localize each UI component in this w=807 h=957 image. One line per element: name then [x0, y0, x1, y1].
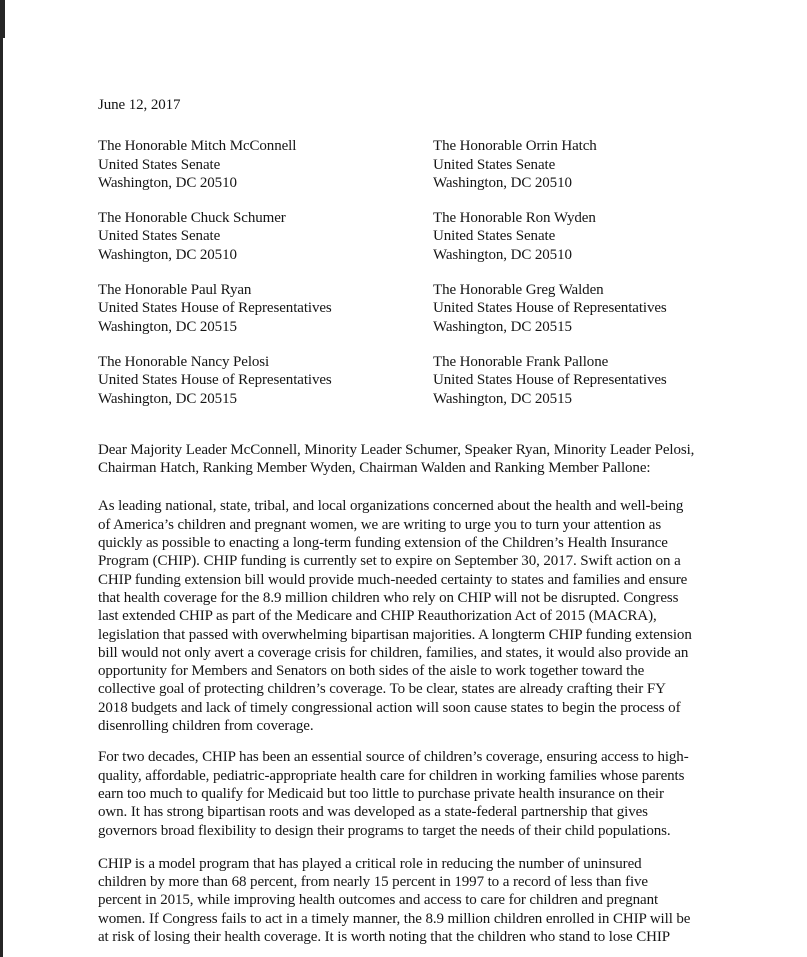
recipient-org: United States Senate — [433, 228, 556, 245]
recipient-org: United States House of Representatives — [433, 372, 667, 389]
letter-content — [98, 96, 768, 946]
body-line: bill would not only avert a coverage crisis for children, families, and states, it would also provide an — [98, 644, 689, 661]
recipient-org: United States House of Representatives — [98, 372, 332, 389]
recipient-block — [98, 281, 433, 336]
body-line: that health coverage for the 8.9 million children who rely on CHIP will not be disrupted. Congress — [98, 589, 679, 606]
body-paragraph — [98, 748, 768, 839]
body-line: children by more than 68 percent, from nearly 15 percent in 1997 to a record of less than five — [98, 874, 648, 891]
recipient-org: United States House of Representatives — [433, 300, 667, 317]
recipient-city: Washington, DC 20515 — [433, 390, 572, 407]
salutation — [98, 441, 768, 478]
recipient-row — [98, 281, 768, 336]
body-line: CHIP funding extension bill would provide much-needed certainty to states and families and ensure — [98, 571, 688, 588]
body-line: last extended CHIP as part of the Medicare and CHIP Reauthorization Act of 2015 (MACRA), — [98, 608, 657, 625]
salutation-line: Chairman Hatch, Ranking Member Wyden, Chairman Walden and Ranking Member Pallone: — [98, 460, 651, 477]
recipient-block — [98, 137, 433, 192]
recipient-org: United States Senate — [98, 156, 221, 173]
recipient-name: The Honorable Paul Ryan — [98, 282, 252, 299]
scan-edge-artifact-top — [0, 0, 5, 38]
letter-date: June 12, 2017 — [98, 97, 181, 113]
body-line: legislation that passed with overwhelming bipartisan majorities. A longterm CHIP funding extension — [98, 626, 692, 643]
recipient-name: The Honorable Frank Pallone — [433, 353, 609, 370]
recipient-row — [98, 137, 768, 192]
recipient-block — [433, 281, 667, 336]
recipient-org: United States Senate — [98, 228, 221, 245]
recipient-name: The Honorable Orrin Hatch — [433, 138, 597, 155]
recipient-city: Washington, DC 20515 — [98, 318, 237, 335]
recipient-block — [98, 353, 433, 408]
body-line: For two decades, CHIP has been an essential source of children’s coverage, ensuring access to high- — [98, 749, 689, 766]
recipient-name: The Honorable Chuck Schumer — [98, 210, 286, 227]
body-line: earn too much to qualify for Medicaid but too little to purchase private health insurance on their — [98, 785, 664, 802]
recipient-name: The Honorable Ron Wyden — [433, 210, 596, 227]
body-line: percent in 2015, while improving health outcomes and access to care for children and pregnant — [98, 892, 659, 909]
body-paragraph — [98, 855, 768, 946]
body-line: governors broad flexibility to design their programs to target the needs of their child populations. — [98, 822, 671, 839]
recipient-org: United States Senate — [433, 156, 556, 173]
recipient-city: Washington, DC 20515 — [98, 390, 237, 407]
recipient-name: The Honorable Mitch McConnell — [98, 138, 297, 155]
body-line: own. It has strong bipartisan roots and was developed as a state-federal partnership that gives — [98, 804, 648, 821]
body-line: As leading national, state, tribal, and local organizations concerned about the health and well-being — [98, 498, 684, 515]
body-line: collective goal of protecting children’s coverage. To be clear, states are already crafting their FY — [98, 681, 666, 698]
recipient-block — [433, 209, 596, 264]
salutation-line: Dear Majority Leader McConnell, Minority Leader Schumer, Speaker Ryan, Minority Leader Pelosi, — [98, 441, 695, 458]
recipient-block — [98, 209, 433, 264]
recipient-block — [433, 353, 667, 408]
recipient-city: Washington, DC 20510 — [98, 174, 237, 191]
body-line: CHIP is a model program that has played a critical role in reducing the number of uninsured — [98, 855, 642, 872]
recipient-name: The Honorable Greg Walden — [433, 282, 604, 299]
body-line: women. If Congress fails to act in a timely manner, the 8.9 million children enrolled in CHIP will be — [98, 910, 691, 927]
recipient-city: Washington, DC 20515 — [433, 318, 572, 335]
body-line: quality, affordable, pediatric-appropriate health care for children in working families whose parents — [98, 767, 685, 784]
recipient-block — [433, 137, 597, 192]
body-line: of America’s children and pregnant women, we are writing to urge you to turn your attention as — [98, 516, 662, 533]
recipient-city: Washington, DC 20510 — [433, 246, 572, 263]
body-line: opportunity for Members and Senators on both sides of the aisle to work together toward the — [98, 663, 645, 680]
body-line: 2018 budgets and lack of timely congressional action will soon cause states to begin the process of — [98, 699, 681, 716]
recipient-row — [98, 209, 768, 264]
body-line: at risk of losing their health coverage. It is worth noting that the children who stand to lose CHIP — [98, 928, 670, 945]
recipient-org: United States House of Representatives — [98, 300, 332, 317]
body-line: disenrolling children from coverage. — [98, 718, 314, 735]
recipient-name: The Honorable Nancy Pelosi — [98, 353, 270, 370]
recipient-city: Washington, DC 20510 — [433, 174, 572, 191]
recipient-city: Washington, DC 20510 — [98, 246, 237, 263]
body-line: quickly as possible to enacting a long-term funding extension of the Children’s Health Insurance — [98, 535, 668, 552]
body-line: Program (CHIP). CHIP funding is currently set to expire on September 30, 2017. Swift action on a — [98, 553, 681, 570]
scan-edge-artifact — [0, 0, 3, 957]
recipient-row — [98, 353, 768, 408]
body-paragraph — [98, 497, 768, 735]
